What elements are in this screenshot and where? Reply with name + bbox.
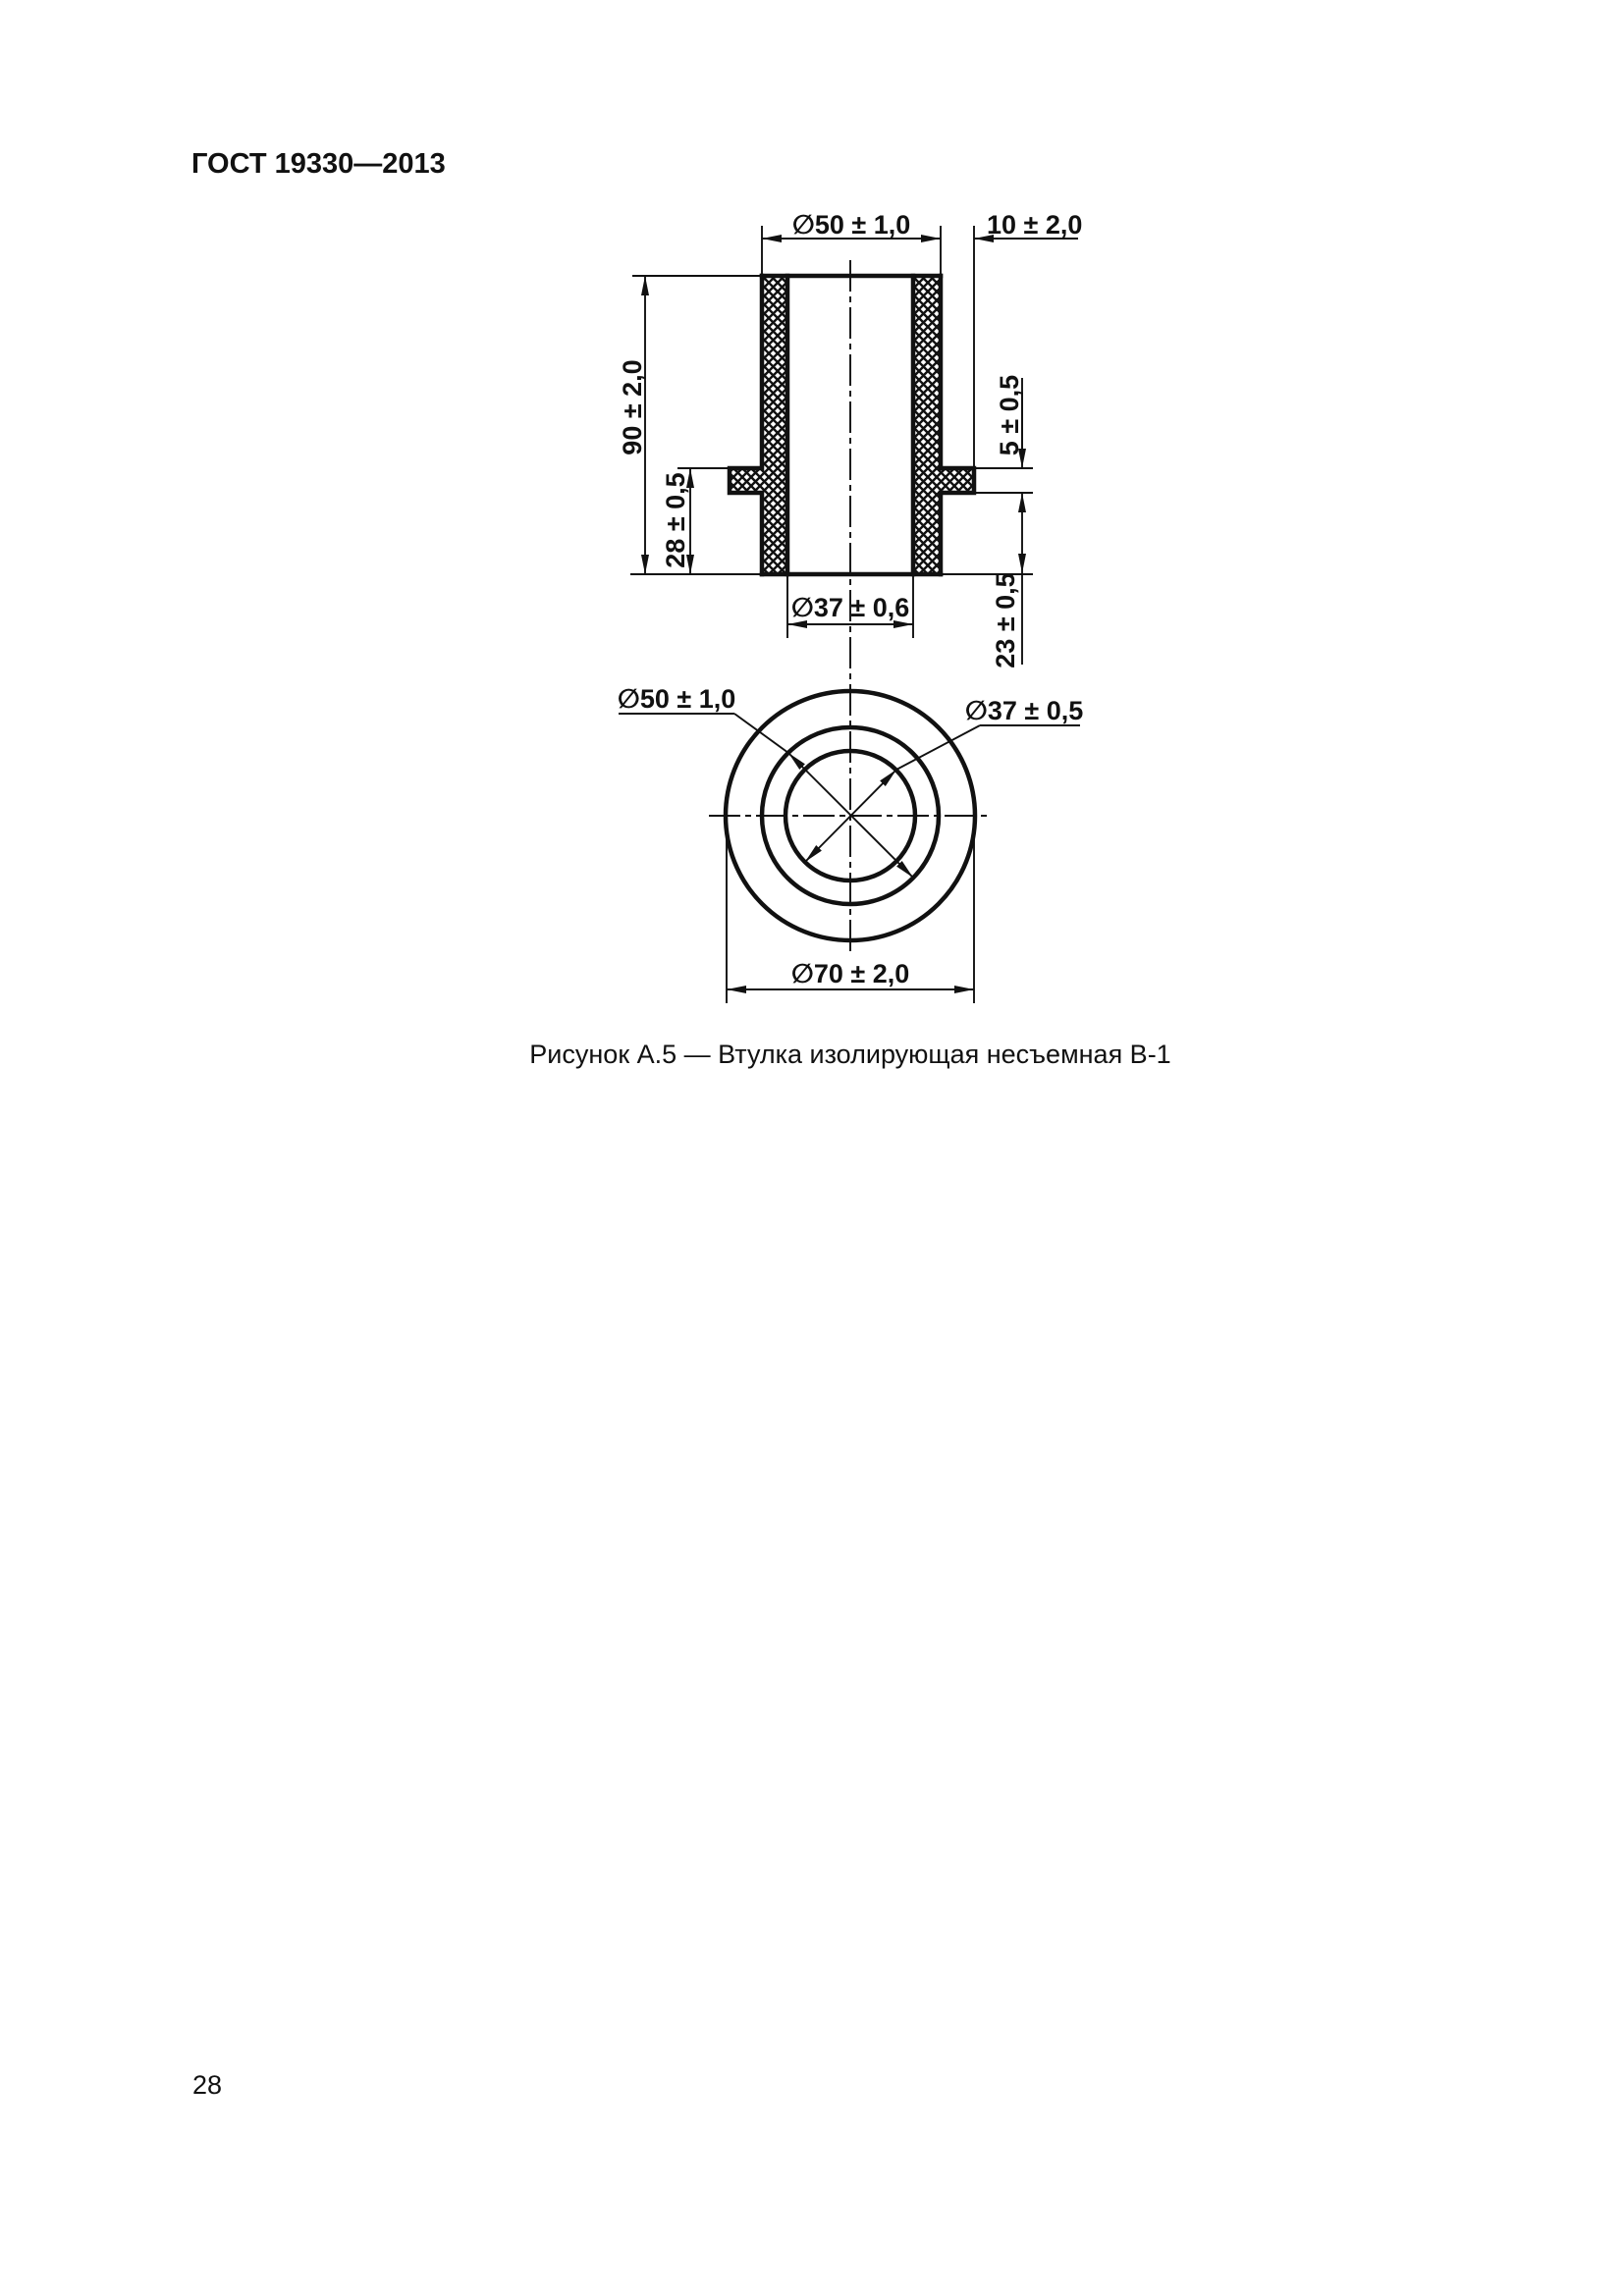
dim-label-flange-width: 10 ± 2,0 — [987, 210, 1083, 240]
dim-label-below-flange: 23 ± 0,5 — [991, 572, 1020, 668]
dim-label-body-diameter-plan: ∅50 ± 1,0 — [617, 684, 736, 714]
dim-label-flange-diameter-plan: ∅70 ± 2,0 — [790, 959, 910, 988]
dim-label-flange-thickness: 5 ± 0,5 — [995, 374, 1024, 456]
dim-label-bore-diameter-section: ∅37 ± 0,6 — [790, 593, 910, 622]
gost-header: ГОСТ 19330—2013 — [191, 148, 446, 180]
figure-caption: Рисунок А.5 — Втулка изолирующая несъемная В-1 — [529, 1040, 1171, 1069]
dim-label-outer-diameter-top: ∅50 ± 1,0 — [791, 210, 911, 240]
dim-label-bore-diameter-plan: ∅37 ± 0,5 — [964, 696, 1084, 725]
dim-label-total-height: 90 ± 2,0 — [618, 359, 647, 455]
dim-label-flange-top-to-bottom: 28 ± 0,5 — [661, 472, 690, 568]
page-number: 28 — [192, 2070, 223, 2100]
